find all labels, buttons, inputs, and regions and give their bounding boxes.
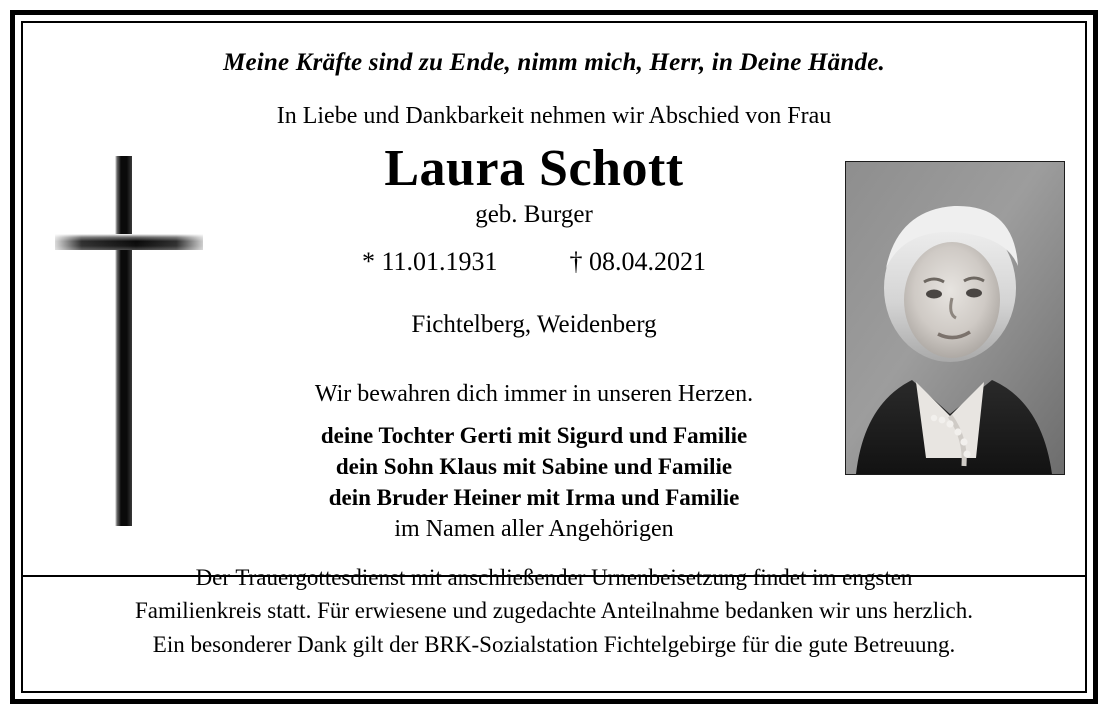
birth-date: * 11.01.1931 [361, 246, 498, 276]
family-line: dein Sohn Klaus mit Sabine und Familie [335, 453, 733, 479]
footer-line: Familienkreis statt. Für erwiesene und zugedachte Anteilnahme bedanken wir uns herzlich. [135, 598, 973, 624]
life-dates [233, 247, 835, 277]
place-text: Fichtelberg, Weidenberg [411, 310, 657, 338]
family-line: dein Bruder Heiner mit Irma und Familie [328, 484, 740, 510]
portrait-photo [845, 161, 1065, 475]
farewell-text: Wir bewahren dich immer in unseren Herzen. [314, 380, 754, 407]
maiden-name: geb. Burger [475, 200, 593, 228]
death-date: † 08.04.2021 [569, 246, 707, 276]
outer-border [10, 10, 1098, 704]
footer-line: Der Trauergottesdienst mit anschließender Urnenbeisetzung findet im engsten [195, 564, 913, 590]
intro-text: In Liebe und Dankbarkeit nehmen wir Abschied von Frau [276, 103, 832, 129]
family-closing: im Namen aller Angehörigen [394, 515, 674, 542]
footer-text [51, 561, 1057, 661]
inner-border [21, 21, 1087, 693]
footer-line: Ein besonderer Dank gilt der BRK-Sozialstation Fichtelgebirge für die gute Betreuung. [152, 631, 956, 657]
content-row [23, 136, 1085, 542]
portrait-column [835, 136, 1085, 536]
family-line: deine Tochter Gerti mit Sigurd und Familie [320, 422, 748, 448]
cross-column [23, 136, 233, 536]
family-list [233, 420, 835, 546]
center-column [233, 136, 835, 545]
deceased-name: Laura Schott [384, 140, 684, 197]
christian-cross-icon [55, 156, 215, 531]
motto-text: Meine Kräfte sind zu Ende, nimm mich, Herr, in Deine Hände. [223, 49, 885, 76]
